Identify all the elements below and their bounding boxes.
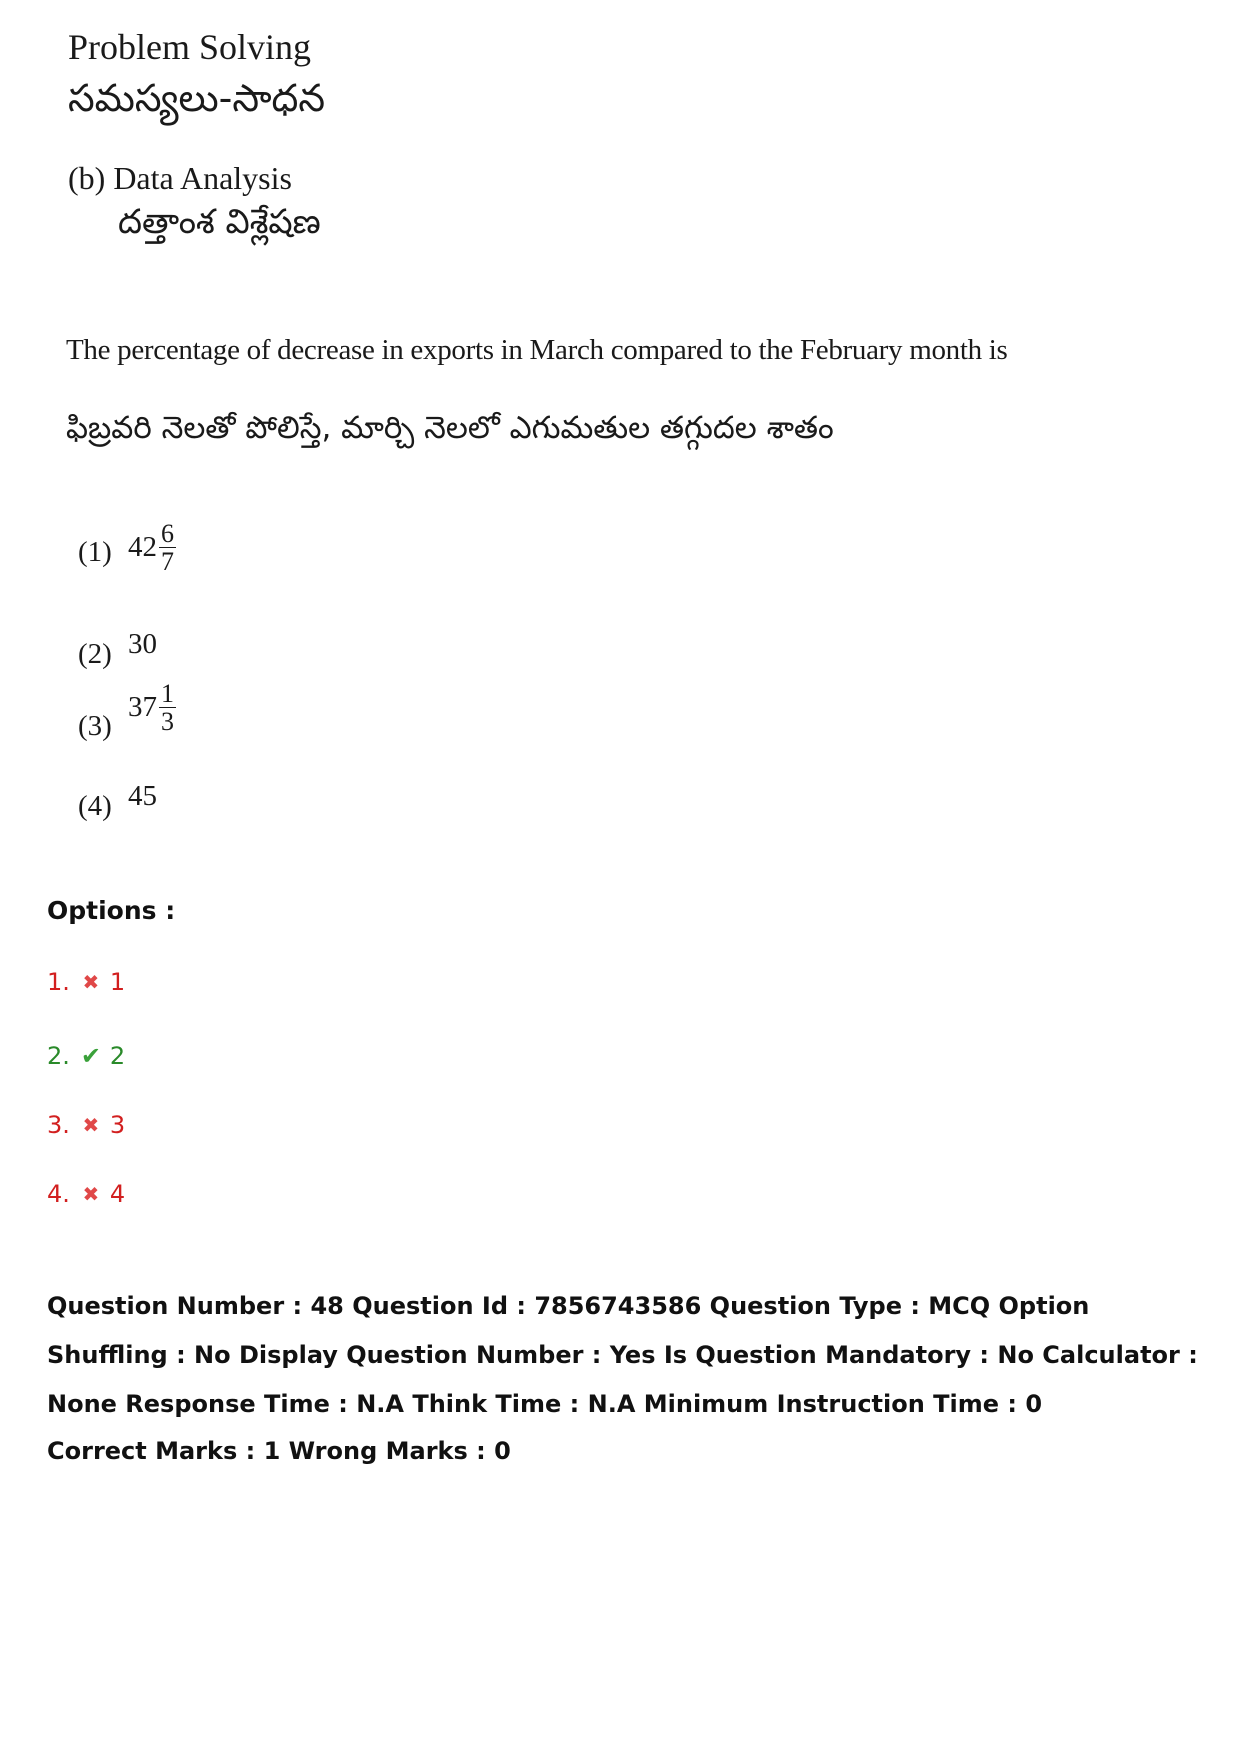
choice-fraction (159, 680, 176, 736)
cross-icon: ✖ (82, 970, 100, 994)
choice-value (128, 520, 176, 576)
choice-value: 30 (128, 628, 157, 660)
choice-value: 45 (128, 780, 157, 812)
option-4 (47, 1180, 125, 1208)
fraction-denominator: 3 (161, 707, 174, 737)
option-index: 4. (47, 1180, 70, 1208)
option-value: 3 (109, 1111, 126, 1139)
option-index: 1. (47, 968, 70, 996)
option-3 (47, 1111, 125, 1139)
option-index: 2. (47, 1042, 70, 1070)
marks-info: Correct Marks : 1 Wrong Marks : 0 (47, 1437, 511, 1465)
choice-fraction (159, 520, 176, 576)
options-label: Options : (47, 896, 176, 925)
option-value: 2 (109, 1042, 126, 1070)
option-value: 1 (109, 968, 126, 996)
subsection-title-telugu: దత్తాంశ విశ్లేషణ (118, 202, 321, 242)
choice-whole: 37 (128, 691, 157, 724)
choice-number: (2) (78, 638, 112, 670)
option-2 (47, 1042, 125, 1070)
fraction-denominator: 7 (161, 547, 174, 577)
cross-icon: ✖ (82, 1113, 100, 1137)
cross-icon: ✖ (82, 1182, 100, 1206)
section-title: Problem Solving (68, 27, 312, 67)
fraction-numerator: 1 (161, 679, 174, 708)
check-icon: ✔ (80, 1042, 101, 1070)
option-1 (47, 968, 125, 996)
choice-value (128, 680, 176, 736)
choice-whole: 42 (128, 531, 157, 564)
choice-number: (4) (78, 790, 112, 822)
question-text: The percentage of decrease in exports in March compared to the February month is (66, 334, 1008, 366)
choice-number: (3) (78, 710, 112, 742)
subsection-title: (b) Data Analysis (68, 160, 292, 196)
option-value: 4 (109, 1180, 126, 1208)
option-index: 3. (47, 1111, 70, 1139)
section-title-telugu: సమస్యలు-సాధన (68, 76, 326, 120)
fraction-numerator: 6 (161, 519, 174, 548)
question-metadata: Question Number : 48 Question Id : 7856743586 Question Type : MCQ Option Shuffling : No Display Question Number : Yes Is Question Mandatory : No Calculator : None Response Time : N.A Think Time : N.A Minimum Instruction Time : 0 (47, 1292, 1198, 1418)
question-text-telugu: ఫిబ్రవరి నెలతో పోలిస్తే, మార్చి నెలలో ఎగుమతుల తగ్గుదల శాతం (66, 410, 834, 446)
choice-number: (1) (78, 536, 112, 568)
